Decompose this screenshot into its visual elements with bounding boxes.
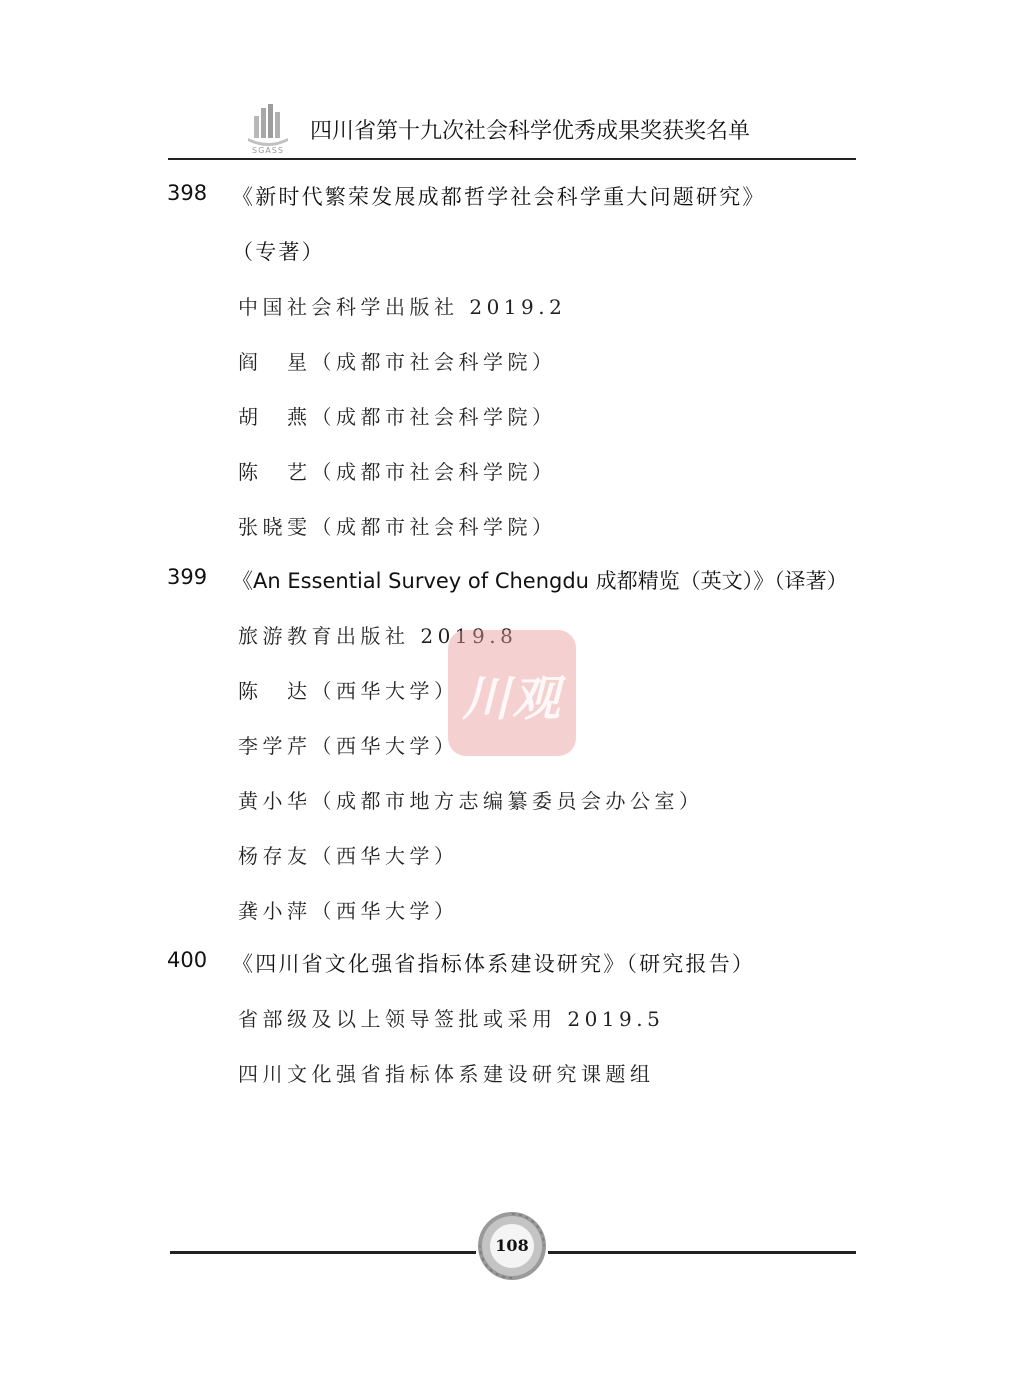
author-line: 四川文化强省指标体系建设研究课题组 (238, 1062, 655, 1086)
entry-number: 400 (167, 948, 208, 972)
logo-text: SGASS (252, 146, 284, 155)
page-header (168, 98, 856, 160)
entry-title: 《新时代繁荣发展成都哲学社会科学重大问题研究》 (232, 185, 766, 209)
publisher-line: 旅游教育出版社 2019.8 (238, 624, 518, 648)
page-title: 四川省第十九次社会科学优秀成果奖获奖名单 (310, 119, 751, 144)
entry-title: 《四川省文化强省指标体系建设研究》（研究报告） (232, 952, 756, 976)
entry-number: 399 (167, 565, 208, 589)
author-line: 陈 达（西华大学） (238, 679, 459, 703)
author-line: 杨存友（西华大学） (238, 844, 459, 868)
publisher-line: 省部级及以上领导签批或采用 2019.5 (238, 1007, 665, 1031)
author-line: 龚小萍（西华大学） (238, 899, 459, 923)
entry-title: 《An Essential Survey of Chengdu 成都精览（英文）》（译著） (232, 569, 848, 593)
entry-number: 398 (167, 181, 208, 205)
author-line: 黄小华（成都市地方志编纂委员会办公室） (238, 789, 704, 813)
author-line: 李学芹（西华大学） (238, 734, 459, 758)
publisher-line: 中国社会科学出版社 2019.2 (238, 295, 567, 319)
footer-divider-left (170, 1251, 476, 1254)
page-number: 108 (495, 1236, 529, 1255)
footer-divider-right (548, 1251, 856, 1254)
entry-title-continuation: （专著） (232, 240, 325, 264)
header-divider (168, 158, 856, 160)
author-line: 阎 星（成都市社会科学院） (238, 350, 557, 374)
author-line: 陈 艺（成都市社会科学院） (238, 460, 557, 484)
watermark-badge (448, 630, 576, 756)
sgass-logo (244, 102, 292, 156)
author-line: 张晓雯（成都市社会科学院） (238, 515, 557, 539)
watermark-text: 川观 (461, 671, 562, 727)
author-line: 胡 燕（成都市社会科学院） (238, 405, 557, 429)
